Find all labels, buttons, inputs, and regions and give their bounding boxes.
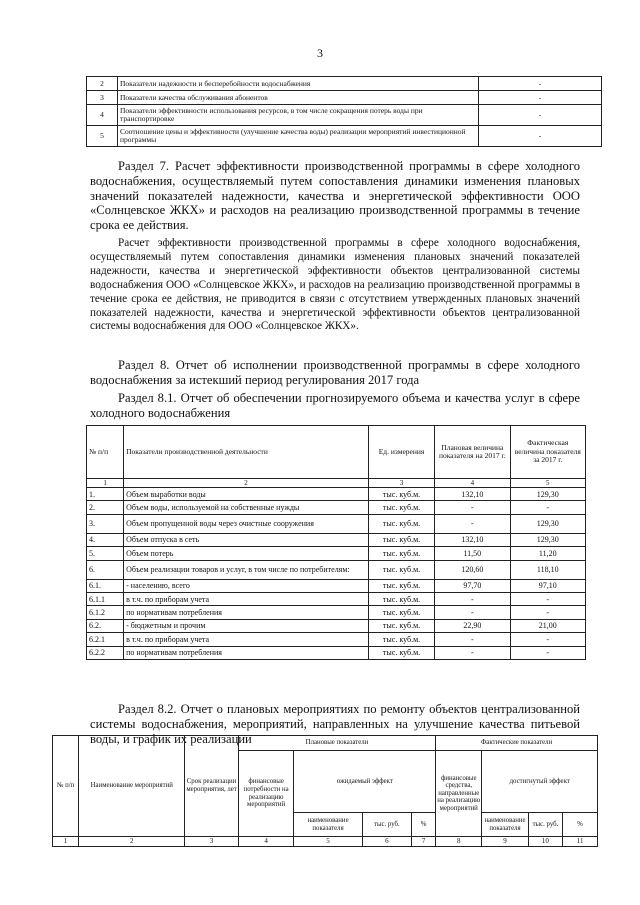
fact-value: 11,20: [510, 547, 585, 560]
row-number: 2: [87, 77, 118, 91]
table-row: [87, 606, 586, 619]
indicator-name: Соотношение цены и эффективности (улучшение качества воды) реализации мероприятий инвестиционной программы: [118, 126, 479, 147]
plan-value: 22,90: [435, 619, 510, 632]
unit: тыс. куб.м.: [368, 560, 434, 579]
col-number: 3: [185, 837, 239, 847]
fact-value: 129,30: [510, 488, 585, 501]
fact-value: -: [510, 633, 585, 646]
unit: тыс. куб.м.: [368, 533, 434, 546]
fact-value: 21,00: [510, 619, 585, 632]
repair-measures-table: [52, 735, 598, 847]
indicator-name: - бюджетным и прочим: [124, 619, 369, 632]
unit: тыс. куб.м.: [368, 646, 434, 659]
row-number: 3.: [87, 514, 124, 533]
indicator-name: по нормативам потребления: [124, 646, 369, 659]
plan-value: -: [435, 514, 510, 533]
row-number: 4.: [87, 533, 124, 546]
col-header-indicator-name: наименование показателя: [294, 813, 362, 837]
row-number: 6.1.2: [87, 606, 124, 619]
col-number: 8: [436, 837, 482, 847]
table-row: [87, 488, 586, 501]
col-header-thousand-rub: тыс. руб.: [528, 813, 563, 837]
table-row: [87, 77, 602, 91]
col-header-plan: Плановая величина показателя на 2017 г.: [435, 426, 510, 479]
table-row: [87, 560, 586, 579]
fact-value: 118,10: [510, 560, 585, 579]
indicator-name: по нормативам потребления: [124, 606, 369, 619]
col-header-fact: Фактическая величина показателя за 2017 г.: [510, 426, 585, 479]
fact-value: -: [510, 606, 585, 619]
row-number: 6.2.2: [87, 646, 124, 659]
table-row: [87, 579, 586, 592]
col-header-no: № п/п: [87, 426, 124, 479]
table-row: [87, 105, 602, 126]
indicator-name: - населению, всего: [124, 579, 369, 592]
indicator-value: -: [479, 126, 602, 147]
fact-value: -: [510, 501, 585, 514]
section82-heading: Раздел 8.2. Отчет о плановых мероприятиях по ремонту объектов централизованной системы водоснабжения, мероприятий, направленных на улучшение качества питьевой воды, и график их реализации: [90, 702, 580, 746]
table-row: [87, 126, 602, 147]
unit: тыс. куб.м.: [368, 501, 434, 514]
indicator-name: Показатели надежности и бесперебойности водоснабжения: [118, 77, 479, 91]
col-number: 4: [435, 479, 510, 488]
indicator-name: Объем потерь: [124, 547, 369, 560]
col-header-no: № п/п: [53, 736, 79, 837]
plan-value: 132,10: [435, 488, 510, 501]
unit: тыс. куб.м.: [368, 488, 434, 501]
plan-value: -: [435, 606, 510, 619]
row-number: 6.1.: [87, 579, 124, 592]
plan-value: 11,50: [435, 547, 510, 560]
col-header-expected-effect: ожидаемый эффект: [294, 751, 436, 813]
fact-value: 97,10: [510, 579, 585, 592]
table-row: [87, 646, 586, 659]
table-row: [87, 91, 602, 105]
col-header-term: Срок реализации мероприятия, лет: [185, 736, 239, 837]
col-header-indicator-name: наименование показателя: [482, 813, 528, 837]
col-header-fact-group: Фактические показатели: [436, 736, 598, 751]
section7-body: Расчет эффективности производственной программы в сфере холодного водоснабжения, осуществляемый путем сопоставления динамики изменения плановых значений показателей надежности, качества и энергетической эффективности объектов централизованной системы водоснабжения ООО «Солнцевское ЖКХ», и расходов на реализацию производственной программы в течение срока ее действия, не приводится в связи с отсутствием утвержденных плановых значений показателей надежности, качества и энергетической эффективности объектов централизованной системы водоснабжения для ООО «Солнцевское ЖКХ».: [90, 237, 580, 333]
plan-value: -: [435, 501, 510, 514]
row-number: 6.2.: [87, 619, 124, 632]
row-number: 6.2.1: [87, 633, 124, 646]
plan-value: 120,60: [435, 560, 510, 579]
indicator-name: в т.ч. по приборам учета: [124, 592, 369, 605]
col-number: 2: [79, 837, 185, 847]
plan-value: -: [435, 592, 510, 605]
page-number: 3: [317, 46, 323, 60]
row-number: 6.: [87, 560, 124, 579]
plan-value: 97,70: [435, 579, 510, 592]
indicator-name: в т.ч. по приборам учета: [124, 633, 369, 646]
unit: тыс. куб.м.: [368, 579, 434, 592]
col-header-plan-finance: финансовые потребности на реализацию мероприятий: [238, 751, 294, 837]
col-number: 11: [563, 837, 598, 847]
col-header-thousand-rub: тыс. руб.: [362, 813, 411, 837]
plan-value: -: [435, 646, 510, 659]
fact-value: -: [510, 592, 585, 605]
row-number: 5: [87, 126, 118, 147]
section81-heading: Раздел 8.1. Отчет об обеспечении прогнозируемого объема и качества услуг в сфере холодного водоснабжения: [90, 391, 580, 420]
row-number: 5.: [87, 547, 124, 560]
indicator-name: Объем реализации товаров и услуг, в том числе по потребителям:: [124, 560, 369, 579]
unit: тыс. куб.м.: [368, 514, 434, 533]
col-number: 9: [482, 837, 528, 847]
row-number: 6.1.1: [87, 592, 124, 605]
unit: тыс. куб.м.: [368, 592, 434, 605]
table-row: [87, 501, 586, 514]
indicator-value: -: [479, 91, 602, 105]
plan-value: -: [435, 633, 510, 646]
row-number: 4: [87, 105, 118, 126]
indicator-value: -: [479, 77, 602, 91]
unit: тыс. куб.м.: [368, 606, 434, 619]
col-number: 5: [510, 479, 585, 488]
section8-heading: Раздел 8. Отчет об исполнении производственной программы в сфере холодного водоснабжения за истекший период регулирования 2017 года: [90, 358, 580, 387]
col-number: 1: [53, 837, 79, 847]
col-header-unit: Ед. измерения: [368, 426, 434, 479]
table-row: [87, 633, 586, 646]
col-header-achieved-effect: достигнутый эффект: [482, 751, 598, 813]
col-header-indicator: Показатели производственной деятельности: [124, 426, 369, 479]
indicator-name: Показатели качества обслуживания абонентов: [118, 91, 479, 105]
col-header-percent: %: [563, 813, 598, 837]
unit: тыс. куб.м.: [368, 633, 434, 646]
col-number: 4: [238, 837, 294, 847]
col-header-measures: Наименование мероприятий: [79, 736, 185, 837]
col-number: 1: [87, 479, 124, 488]
table-row: [87, 592, 586, 605]
table-row: [87, 619, 586, 632]
col-number: 10: [528, 837, 563, 847]
col-header-plan-group: Плановые показатели: [238, 736, 435, 751]
col-number: 2: [124, 479, 369, 488]
production-volume-table: [86, 425, 586, 660]
indicator-name: Объем пропущенной воды через очистные сооружения: [124, 514, 369, 533]
indicator-value: -: [479, 105, 602, 126]
row-number: 1.: [87, 488, 124, 501]
indicator-name: Показатели эффективности использования ресурсов, в том числе сокращения потерь воды при транспортировке: [118, 105, 479, 126]
indicator-name: Объем воды, используемой на собственные нужды: [124, 501, 369, 514]
col-number: 7: [412, 837, 436, 847]
unit: тыс. куб.м.: [368, 619, 434, 632]
col-number: 3: [368, 479, 434, 488]
indicator-name: Объем выработки воды: [124, 488, 369, 501]
col-number: 5: [294, 837, 362, 847]
row-number: 3: [87, 91, 118, 105]
plan-value: 132,10: [435, 533, 510, 546]
table-row: [87, 533, 586, 546]
unit: тыс. куб.м.: [368, 547, 434, 560]
col-header-percent: %: [412, 813, 436, 837]
table-row: [87, 514, 586, 533]
col-number: 6: [362, 837, 411, 847]
indicator-name: Объем отпуска в сеть: [124, 533, 369, 546]
row-number: 2.: [87, 501, 124, 514]
fact-value: 129,30: [510, 514, 585, 533]
col-header-fact-finance: финансовые средства, направленные на реализацию мероприятий: [436, 751, 482, 837]
section7-heading: Раздел 7. Расчет эффективности производственной программы в сфере холодного водоснабжения, осуществляемый путем сопоставления динамики изменения плановых значений показателей надежности, качества и энергетической эффективности ООО «Солнцевское ЖКХ» и расходов на реализацию производственной программы в течение срока ее действия.: [90, 159, 580, 233]
indicators-table: [86, 76, 602, 147]
table-row: [87, 547, 586, 560]
fact-value: 129,30: [510, 533, 585, 546]
fact-value: -: [510, 646, 585, 659]
